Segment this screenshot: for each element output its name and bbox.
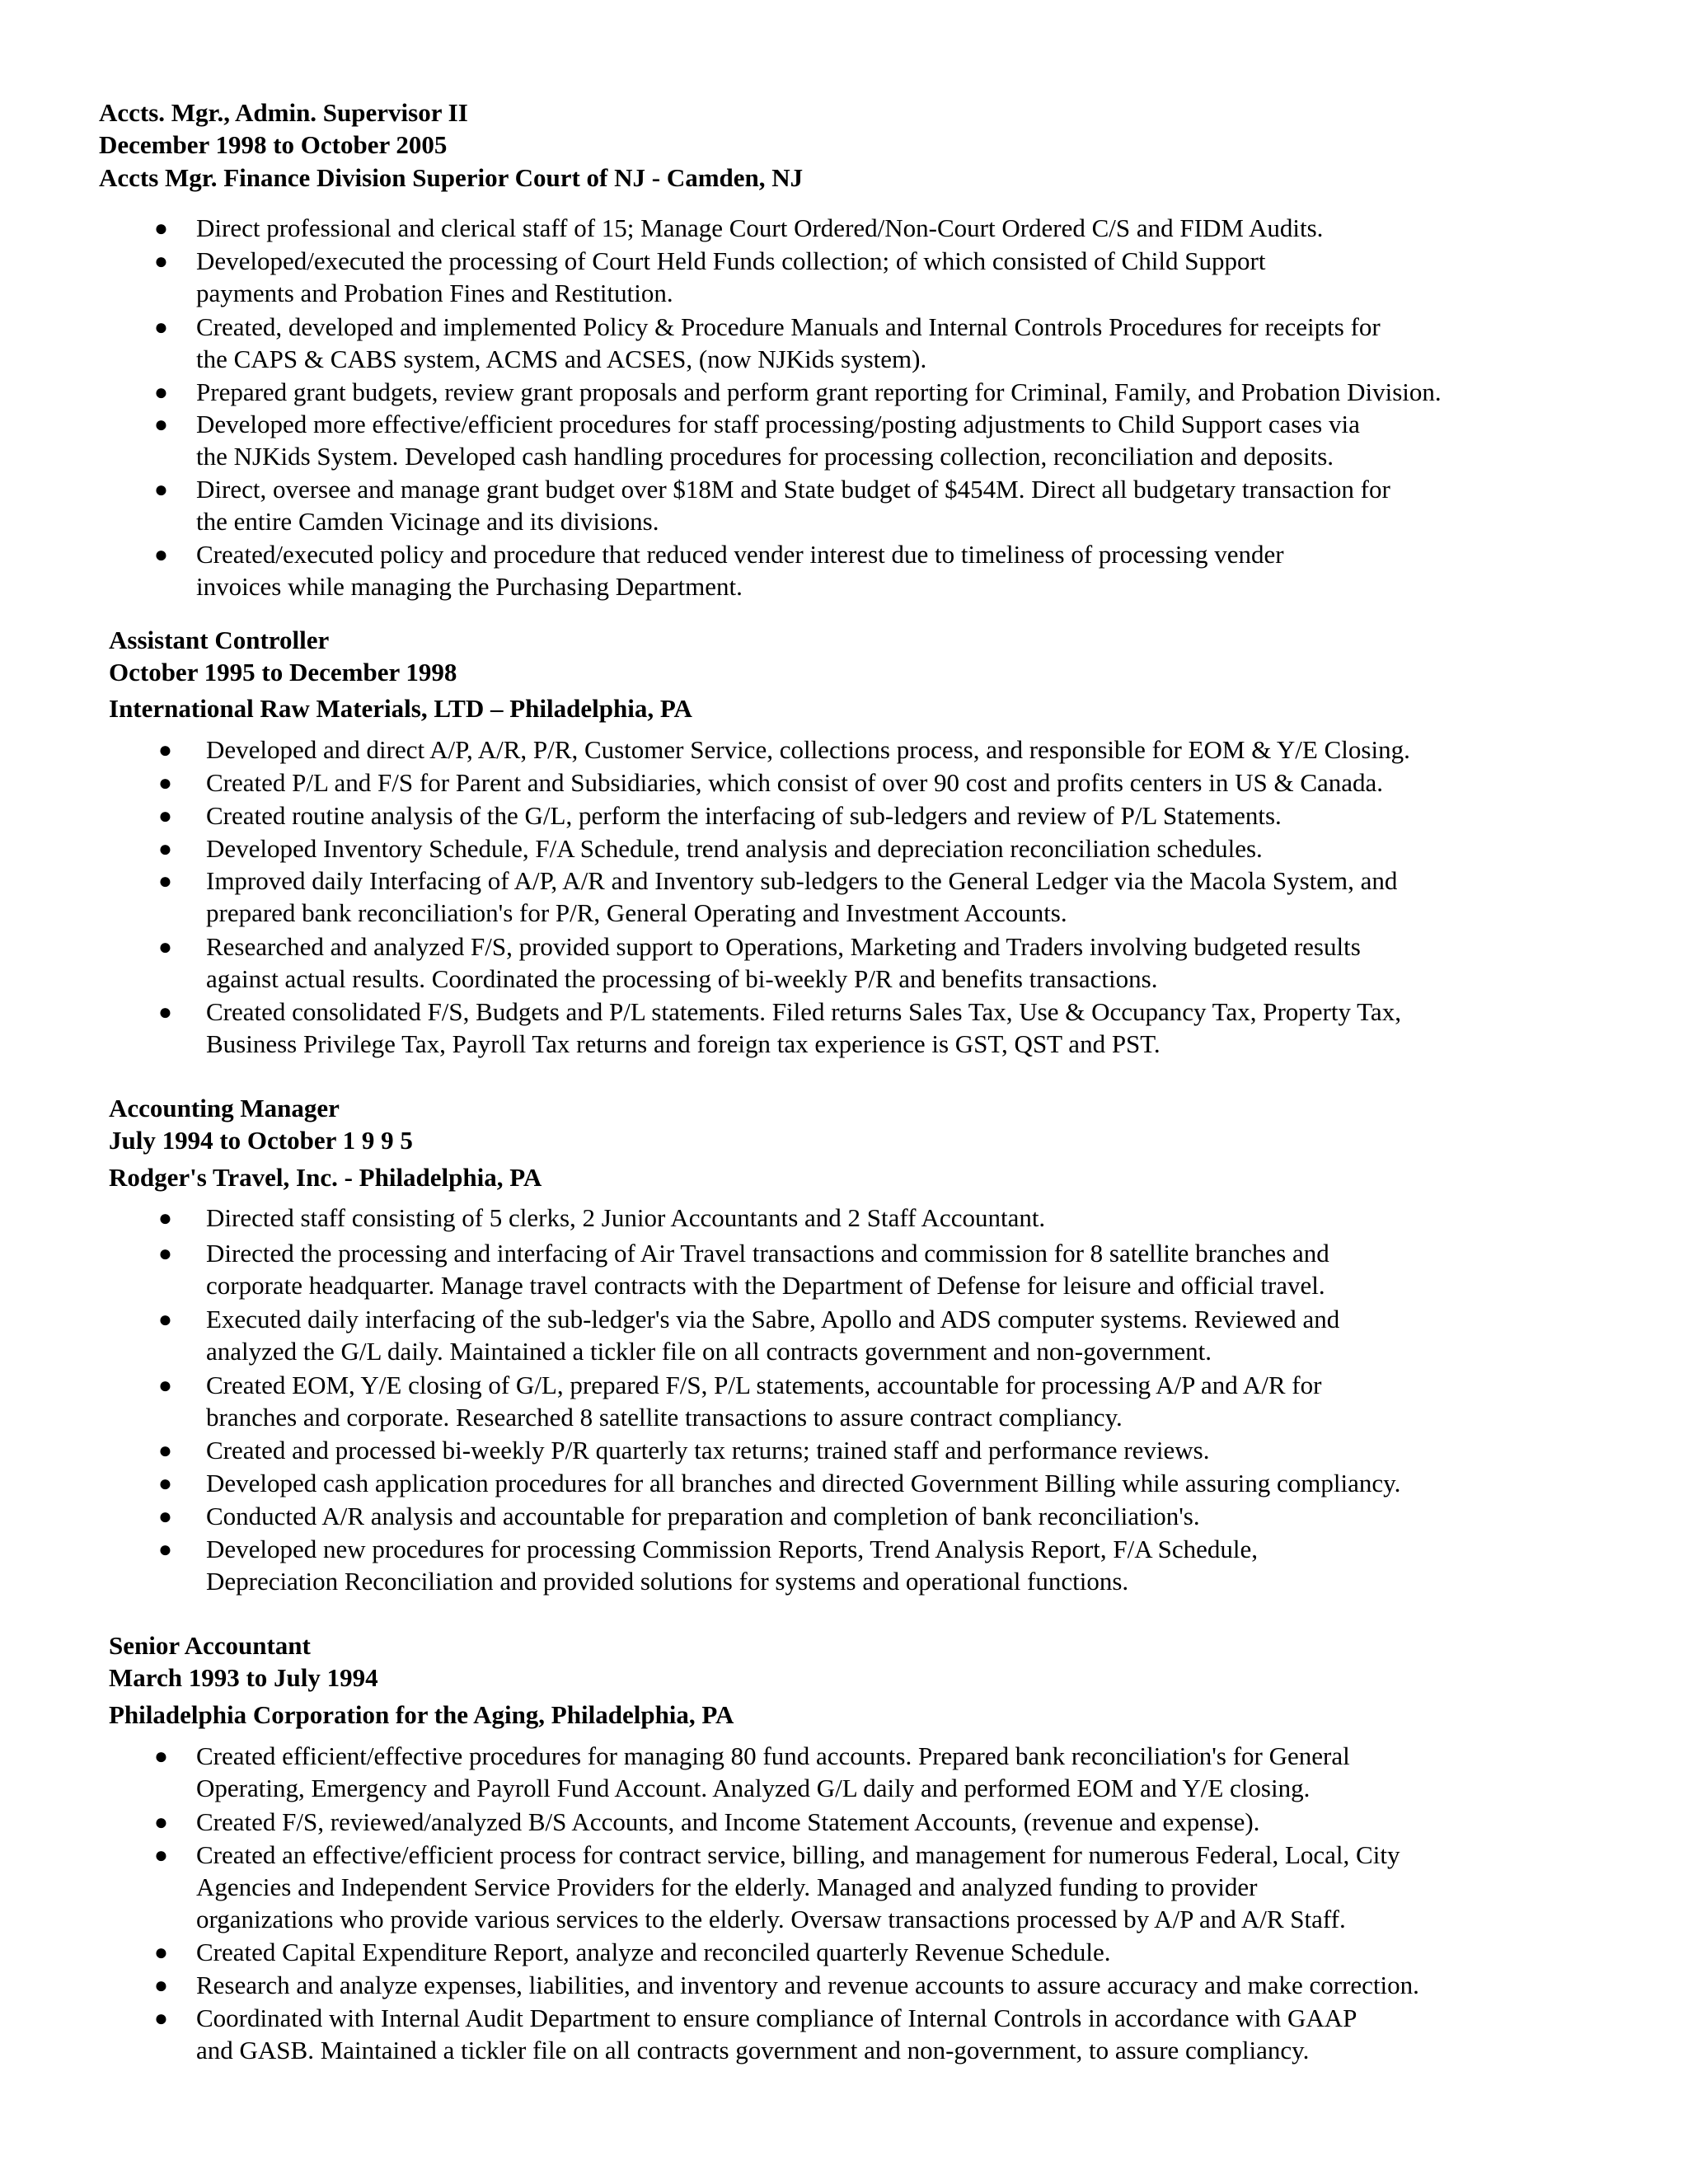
- duty-line: Created/executed policy and procedure that reduced vender interest due to timeliness of processing vender: [196, 540, 1284, 569]
- duty-line: Direct professional and clerical staff of 15; Manage Court Ordered/Non-Court Ordered C/S and FIDM Audits.: [196, 213, 1324, 242]
- job-dates: March 1993 to July 1994: [109, 1663, 378, 1692]
- duty-line: the NJKids System. Developed cash handling procedures for processing collection, reconciliation and deposits.: [196, 442, 1334, 471]
- duty-line: branches and corporate. Researched 8 satellite transactions to assure contract compliancy.: [206, 1403, 1123, 1432]
- duty-line: Developed cash application procedures for all branches and directed Government Billing while assuring compliancy.: [206, 1469, 1401, 1497]
- bullet-marker: ●: [158, 1373, 172, 1399]
- duty-line: Developed and direct A/P, A/R, P/R, Customer Service, collections process, and responsible for EOM & Y/E Closing.: [206, 735, 1410, 764]
- duty-line: against actual results. Coordinated the processing of bi-weekly P/R and benefits transactions.: [206, 964, 1158, 993]
- job-title: Accounting Manager: [109, 1094, 340, 1122]
- duty-line: Direct, oversee and manage grant budget over $18M and State budget of $454M. Direct all budgetary transaction for: [196, 475, 1390, 504]
- duty-line: Developed more effective/efficient procedures for staff processing/posting adjustments to Child Support cases via: [196, 410, 1360, 438]
- duty-line: analyzed the G/L daily. Maintained a tickler file on all contracts government and non-government.: [206, 1337, 1212, 1366]
- job-employer: Philadelphia Corporation for the Aging, Philadelphia, PA: [109, 1700, 734, 1729]
- job-title: Senior Accountant: [109, 1631, 311, 1660]
- bullet-marker: ●: [158, 1241, 172, 1267]
- duty-line: Directed staff consisting of 5 clerks, 2 Junior Accountants and 2 Staff Accountant.: [206, 1203, 1046, 1232]
- duty-line: and GASB. Maintained a tickler file on all contracts government and non-government, to assure compliancy.: [196, 2036, 1310, 2064]
- duty-line: Created, developed and implemented Policy & Procedure Manuals and Internal Controls Procedures for receipts for: [196, 312, 1381, 341]
- duty-line: Created Capital Expenditure Report, analyze and reconciled quarterly Revenue Schedule.: [196, 1938, 1111, 1966]
- bullet-marker: ●: [158, 869, 172, 894]
- duty-line: the entire Camden Vicinage and its divisions.: [196, 507, 659, 536]
- bullet-marker: ●: [158, 1504, 172, 1530]
- duty-line: the CAPS & CABS system, ACMS and ACSES, (now NJKids system).: [196, 344, 927, 373]
- bullet-marker: ●: [154, 249, 168, 274]
- bullet-marker: ●: [158, 1000, 172, 1025]
- job-dates: July 1994 to October 1 9 9 5: [109, 1126, 413, 1155]
- bullet-marker: ●: [154, 380, 168, 405]
- bullet-marker: ●: [154, 2006, 168, 2032]
- duty-line: Prepared grant budgets, review grant proposals and perform grant reporting for Criminal, Family, and Probation Division.: [196, 377, 1442, 406]
- duty-line: Depreciation Reconciliation and provided solutions for systems and operational functions.: [206, 1567, 1129, 1596]
- bullet-marker: ●: [154, 1940, 168, 1966]
- duty-line: Created consolidated F/S, Budgets and P/L statements. Filed returns Sales Tax, Use & Occupancy Tax, Property Tax,: [206, 997, 1401, 1026]
- job-title: Accts. Mgr., Admin. Supervisor II: [99, 98, 468, 127]
- duty-line: Operating, Emergency and Payroll Fund Account. Analyzed G/L daily and performed EOM and Y/E closing.: [196, 1774, 1311, 1802]
- duty-line: Researched and analyzed F/S, provided support to Operations, Marketing and Traders involving budgeted results: [206, 932, 1361, 961]
- job-title: Assistant Controller: [109, 626, 330, 654]
- duty-line: Created F/S, reviewed/analyzed B/S Accounts, and Income Statement Accounts, (revenue and expense).: [196, 1807, 1260, 1836]
- duty-line: Developed/executed the processing of Court Held Funds collection; of which consisted of Child Support: [196, 246, 1266, 275]
- duty-line: Created and processed bi-weekly P/R quarterly tax returns; trained staff and performance reviews.: [206, 1436, 1210, 1465]
- job-employer: Accts Mgr. Finance Division Superior Court of NJ - Camden, NJ: [99, 163, 804, 192]
- duty-line: organizations who provide various services to the elderly. Oversaw transactions processed by A/P and A/R Staff.: [196, 1905, 1346, 1933]
- bullet-marker: ●: [158, 1537, 172, 1563]
- bullet-marker: ●: [158, 1438, 172, 1464]
- duty-line: Coordinated with Internal Audit Department to ensure compliance of Internal Controls in accordance with GAAP: [196, 2004, 1357, 2032]
- bullet-marker: ●: [154, 1810, 168, 1835]
- duty-line: Business Privilege Tax, Payroll Tax returns and foreign tax experience is GST, QST and PST.: [206, 1029, 1160, 1058]
- duty-line: Created an effective/efficient process for contract service, billing, and management for numerous Federal, Local, City: [196, 1840, 1400, 1869]
- bullet-marker: ●: [158, 837, 172, 862]
- bullet-marker: ●: [154, 1843, 168, 1868]
- bullet-marker: ●: [158, 738, 172, 763]
- bullet-marker: ●: [158, 1307, 172, 1333]
- duty-line: Improved daily Interfacing of A/P, A/R and Inventory sub-ledgers to the General Ledger via the Macola System, and: [206, 866, 1398, 895]
- duty-line: Directed the processing and interfacing of Air Travel transactions and commission for 8 satellite branches and: [206, 1239, 1329, 1268]
- duty-line: Conducted A/R analysis and accountable for preparation and completion of bank reconciliation's.: [206, 1502, 1200, 1530]
- duty-line: corporate headquarter. Manage travel contracts with the Department of Defense for leisure and official travel.: [206, 1271, 1325, 1300]
- job-employer: International Raw Materials, LTD – Philadelphia, PA: [109, 694, 692, 723]
- bullet-marker: ●: [154, 315, 168, 340]
- duty-line: Developed new procedures for processing Commission Reports, Trend Analysis Report, F/A Schedule,: [206, 1535, 1259, 1563]
- duty-line: Created EOM, Y/E closing of G/L, prepared F/S, P/L statements, accountable for processing A/P and A/R for: [206, 1371, 1322, 1399]
- duty-line: Developed Inventory Schedule, F/A Schedule, trend analysis and depreciation reconciliation schedules.: [206, 834, 1263, 863]
- duty-line: Created routine analysis of the G/L, perform the interfacing of sub-ledgers and review of P/L Statements.: [206, 801, 1282, 830]
- bullet-marker: ●: [154, 1744, 168, 1769]
- job-dates: October 1995 to December 1998: [109, 658, 457, 687]
- duty-line: Research and analyze expenses, liabilities, and inventory and revenue accounts to assure accuracy and make correction.: [196, 1971, 1419, 1999]
- duty-line: Executed daily interfacing of the sub-ledger's via the Sabre, Apollo and ADS computer systems. Reviewed and: [206, 1305, 1340, 1333]
- bullet-marker: ●: [154, 216, 168, 241]
- job-employer: Rodger's Travel, Inc. - Philadelphia, PA: [109, 1163, 542, 1192]
- job-dates: December 1998 to October 2005: [99, 130, 448, 159]
- bullet-marker: ●: [158, 1206, 172, 1231]
- bullet-marker: ●: [158, 1471, 172, 1497]
- bullet-marker: ●: [158, 771, 172, 796]
- duty-line: prepared bank reconciliation's for P/R, General Operating and Investment Accounts.: [206, 898, 1067, 927]
- duty-line: Created P/L and F/S for Parent and Subsidiaries, which consist of over 90 cost and profits centers in US & Canada.: [206, 768, 1384, 797]
- bullet-marker: ●: [158, 935, 172, 960]
- duty-line: payments and Probation Fines and Restitution.: [196, 279, 673, 307]
- duty-line: Agencies and Independent Service Providers for the elderly. Managed and analyzed funding to provider: [196, 1872, 1258, 1901]
- bullet-marker: ●: [154, 542, 168, 568]
- bullet-marker: ●: [154, 1973, 168, 1999]
- duty-line: invoices while managing the Purchasing Department.: [196, 572, 743, 601]
- bullet-marker: ●: [158, 804, 172, 829]
- bullet-marker: ●: [154, 412, 168, 438]
- bullet-marker: ●: [154, 477, 168, 503]
- duty-line: Created efficient/effective procedures for managing 80 fund accounts. Prepared bank reconciliation's for General: [196, 1741, 1350, 1770]
